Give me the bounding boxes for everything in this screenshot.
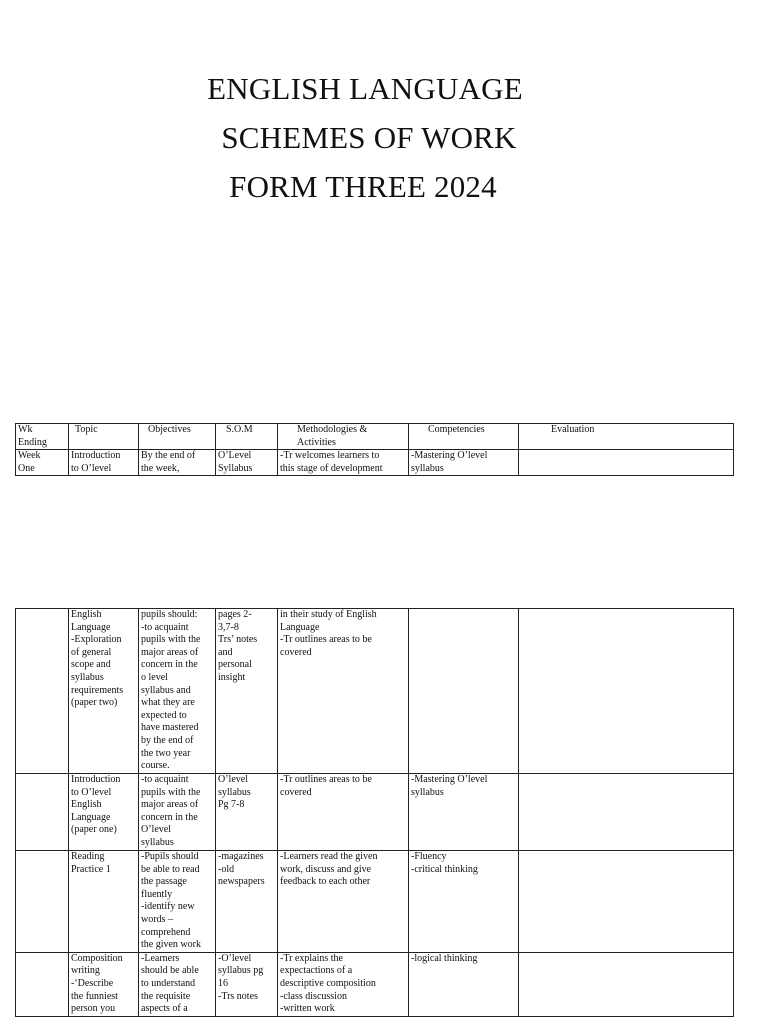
table-row: [16, 450, 734, 476]
cell-evaluation: [519, 609, 734, 774]
table-row: [16, 609, 734, 774]
table-row: [16, 952, 734, 1016]
cell-wk-ending: Week One: [16, 450, 69, 476]
cell-objectives: By the end of the week,: [139, 450, 216, 476]
cell-topic: Introduction to O’level: [69, 450, 139, 476]
cell-evaluation: [519, 450, 734, 476]
table-row: [16, 774, 734, 851]
header-wk-ending: Wk Ending: [16, 424, 69, 450]
header-competencies: Competencies: [409, 424, 519, 450]
title-line-schemes: SCHEMES OF WORK: [221, 120, 517, 155]
cell-methodologies: -Tr welcomes learners to this stage of development: [278, 450, 409, 476]
cell-topic: English Language -Exploration of general scope and syllabus requirements (paper two): [69, 609, 139, 774]
cell-competencies: -Fluency -critical thinking: [409, 851, 519, 953]
header-som: S.O.M: [216, 424, 278, 450]
header-methodologies: Methodologies & Activities: [278, 424, 409, 450]
cell-som: -magazines -old newspapers: [216, 851, 278, 953]
cell-competencies: -Mastering O’level syllabus: [409, 450, 519, 476]
cell-evaluation: [519, 851, 734, 953]
cell-topic: Introduction to O’level English Language (paper one): [69, 774, 139, 851]
cell-competencies: -Mastering O’level syllabus: [409, 774, 519, 851]
cell-som: O’level syllabus Pg 7-8: [216, 774, 278, 851]
cell-methodologies: -Learners read the given work, discuss and give feedback to each other: [278, 851, 409, 953]
cell-objectives: -to acquaint pupils with the major areas of concern in the O’level syllabus: [139, 774, 216, 851]
cell-wk-ending: [16, 609, 69, 774]
cell-som: pages 2- 3,7-8 Trs’ notes and personal insight: [216, 609, 278, 774]
schemes-table-header: [15, 423, 734, 476]
cell-wk-ending: [16, 774, 69, 851]
cell-competencies: [409, 609, 519, 774]
header-evaluation: Evaluation: [519, 424, 734, 450]
cell-wk-ending: [16, 851, 69, 953]
cell-evaluation: [519, 774, 734, 851]
cell-competencies: -logical thinking: [409, 952, 519, 1016]
cell-topic: Composition writing -‘Describe the funniest person you: [69, 952, 139, 1016]
header-objectives: Objectives: [139, 424, 216, 450]
cell-methodologies: -Tr explains the expectactions of a descriptive composition -class discussion -written work: [278, 952, 409, 1016]
schemes-table-body: [15, 608, 734, 1017]
cell-objectives: -Learners should be able to understand the requisite aspects of a: [139, 952, 216, 1016]
title-line-form: FORM THREE 2024: [229, 169, 497, 204]
title-line-subject: ENGLISH LANGUAGE: [207, 71, 523, 106]
cell-topic: Reading Practice 1: [69, 851, 139, 953]
cell-som: O’Level Syllabus: [216, 450, 278, 476]
table-row: [16, 851, 734, 953]
cell-som: -O’level syllabus pg 16 -Trs notes: [216, 952, 278, 1016]
table-header-row: [16, 424, 734, 450]
document-title: [0, 64, 768, 211]
cell-evaluation: [519, 952, 734, 1016]
cell-methodologies: in their study of English Language -Tr outlines areas to be covered: [278, 609, 409, 774]
cell-objectives: pupils should: -to acquaint pupils with the major areas of concern in the o level syllabus and what they are expected to have mastered by the end of the two year course.: [139, 609, 216, 774]
cell-objectives: -Pupils should be able to read the passage fluently -identify new words – comprehend the given work: [139, 851, 216, 953]
cell-methodologies: -Tr outlines areas to be covered: [278, 774, 409, 851]
header-topic: Topic: [69, 424, 139, 450]
cell-wk-ending: [16, 952, 69, 1016]
